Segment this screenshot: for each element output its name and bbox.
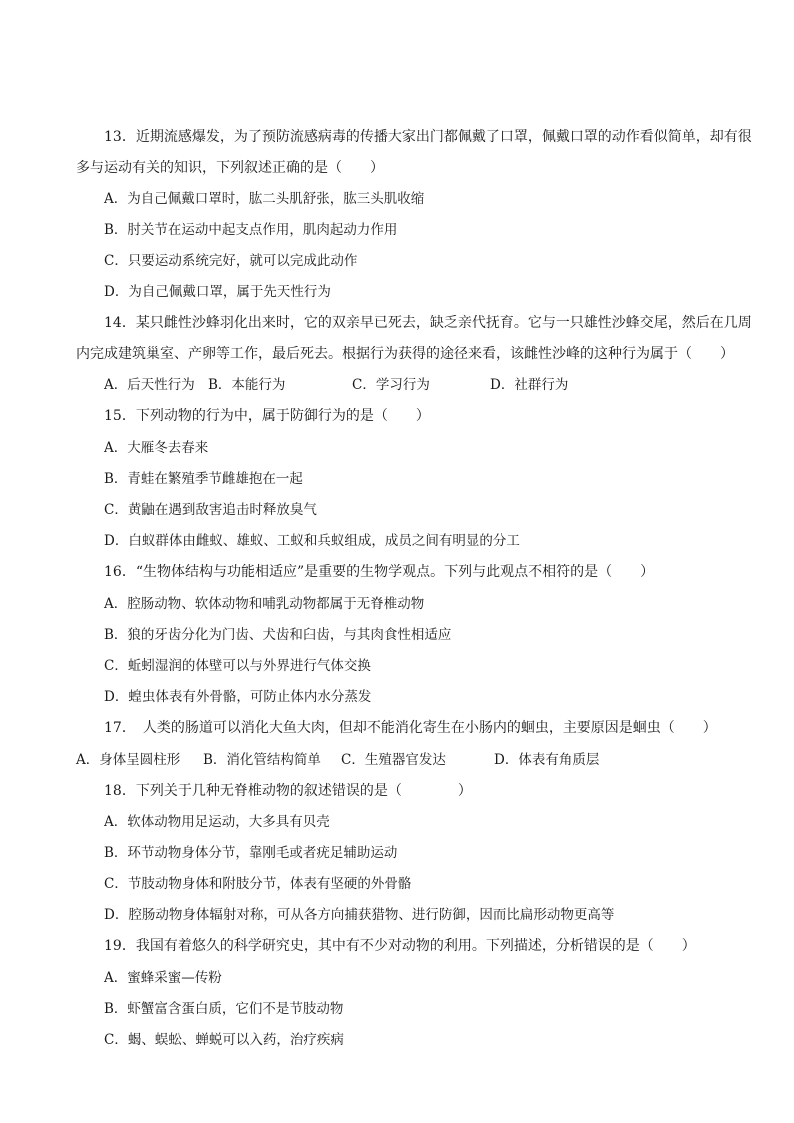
question-14-option-b: B．本能行为 bbox=[208, 377, 286, 393]
question-17-option-b: B．消化管结构简单 bbox=[203, 752, 321, 768]
question-15-option-b: B．青蛙在繁殖季节雌雄抱在一起 bbox=[104, 471, 303, 487]
question-15-option-d: D．白蚁群体由雌蚁、雄蚁、工蚁和兵蚁组成，成员之间有明显的分工 bbox=[104, 533, 520, 549]
question-16-stem: 16．“生物体结构与功能相适应”是重要的生物学观点。下列与此观点不相符的是（ ） bbox=[104, 564, 655, 580]
question-13-option-a: A．为自己佩戴口罩时，肱二头肌舒张，肱三头肌收缩 bbox=[104, 191, 425, 207]
question-18-option-a: A．软体动物用足运动，大多具有贝壳 bbox=[104, 814, 330, 830]
question-15-stem: 15．下列动物的行为中，属于防御行为的是（ ） bbox=[104, 408, 430, 424]
question-13-option-d: D．为自己佩戴口罩，属于先天性行为 bbox=[104, 284, 331, 300]
question-15-option-a: A．大雁冬去春来 bbox=[104, 440, 209, 456]
question-16-option-c: C．蚯蚓湿润的体壁可以与外界进行气体交换 bbox=[104, 658, 371, 674]
question-14-option-d: D．社群行为 bbox=[490, 377, 569, 393]
question-17-option-a: A．身体呈圆柱形 bbox=[76, 752, 181, 768]
question-14-option-c: C．学习行为 bbox=[352, 377, 430, 393]
question-19-option-b: B．虾蟹富含蛋白质，它们不是节肢动物 bbox=[104, 1001, 344, 1017]
question-17-options-row bbox=[76, 752, 636, 768]
question-16-option-d: D．蝗虫体表有外骨骼，可防止体内水分蒸发 bbox=[104, 689, 372, 705]
question-14-stem-line-2: 内完成建筑巢室、产卵等工作，最后死去。根据行为获得的途径来看，该雌性沙峰的这种行为属于（ ） bbox=[76, 346, 734, 362]
question-18-stem: 18．下列关于几种无脊椎动物的叙述错误的是（ ） bbox=[104, 783, 472, 799]
question-13-stem-line-1: 13．近期流感爆发，为了预防流感病毒的传播大家出门都佩戴了口罩，佩戴口罩的动作看似简单，却有很 bbox=[104, 129, 752, 145]
question-13-stem-line-2: 多与运动有关的知识，下列叙述正确的是（ ） bbox=[76, 160, 384, 176]
question-15-option-c: C．黄鼬在遇到敌害追击时释放臭气 bbox=[104, 502, 317, 518]
question-16-option-a: A．腔肠动物、软体动物和哺乳动物都属于无脊椎动物 bbox=[104, 596, 425, 612]
question-17-option-c: C．生殖器官发达 bbox=[341, 752, 446, 768]
question-14-options-row bbox=[104, 377, 624, 393]
question-18-option-d: D．腔肠动物身体辐射对称，可从各方向捕获猎物、进行防御，因而比扁形动物更高等 bbox=[104, 907, 615, 923]
question-17-option-d: D．体表有角质层 bbox=[494, 752, 600, 768]
question-19-option-a: A．蜜蜂采蜜—传粉 bbox=[104, 970, 222, 986]
question-13-option-c: C．只要运动系统完好，就可以完成此动作 bbox=[104, 253, 358, 269]
question-16-option-b: B．狼的牙齿分化为门齿、犬齿和臼齿，与其肉食性相适应 bbox=[104, 627, 452, 643]
question-17-stem: 17． 人类的肠道可以消化大鱼大肉，但却不能消化寄生在小肠内的蛔虫，主要原因是蛔虫（ ） bbox=[104, 720, 717, 736]
question-18-option-b: B．环节动物身体分节，靠刚毛或者疣足辅助运动 bbox=[104, 845, 398, 861]
question-14-stem-line-1: 14．某只雌性沙蜂羽化出来时，它的双亲早已死去，缺乏亲代抚育。它与一只雄性沙蜂交尾，然后在几周 bbox=[104, 315, 752, 331]
question-14-option-a: A．后天性行为 bbox=[104, 377, 195, 393]
question-19-stem: 19．我国有着悠久的科学研究史，其中有不少对动物的利用。下列描述，分析错误的是（ ） bbox=[104, 938, 696, 954]
question-18-option-c: C．节肢动物身体和附肢分节，体表有坚硬的外骨骼 bbox=[104, 876, 412, 892]
question-13-option-b: B．肘关节在运动中起支点作用，肌肉起动力作用 bbox=[104, 222, 398, 238]
question-19-option-c: C．蝎、蜈蚣、蝉蜕可以入药，治疗疾病 bbox=[104, 1032, 344, 1048]
